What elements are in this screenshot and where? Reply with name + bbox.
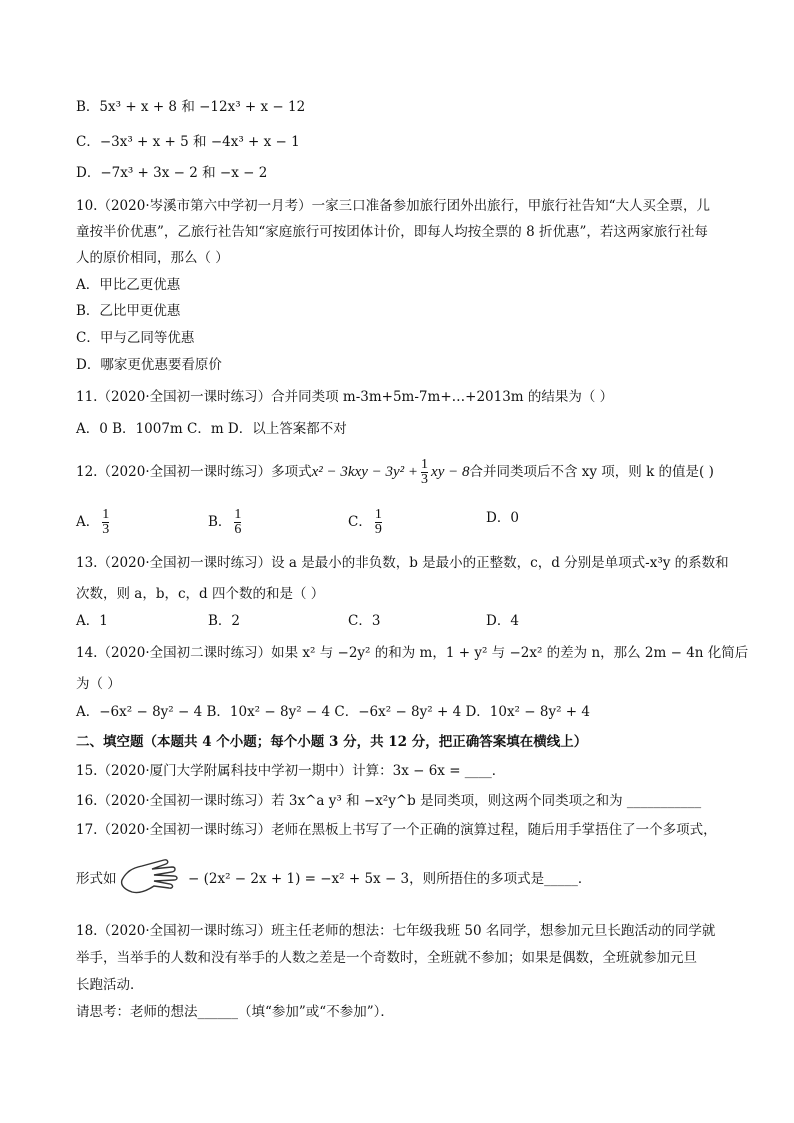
q10-option-c: C．甲与乙同等优惠 [76,330,195,346]
q16-question: 16.（2020·全国初一课时练习）若 3x^a y³ 和 −x²y^b 是同类项，则这两个同类项之和为 ___________ [76,793,702,809]
q18-line1: 18.（2020·全国初一课时练习）班主任老师的想法：七年级我班 50 名同学，想参加元旦长跑活动的同学就 [76,923,716,939]
q18-line2: 举手，当举手的人数和没有举手的人数之差是一个奇数时，全班就不参加；如果是偶数，全班就参加元旦 [76,950,697,966]
option-label: C． [348,514,372,530]
fraction-numerator: 1 [234,507,242,522]
q13-option-b: B．2 [208,613,241,629]
option-fraction [375,508,382,537]
q12-suffix: 合并同类项后不含 xy 项，则 k 的值是( ) [469,464,714,480]
q14-line1: 14.（2020·全国初二课时练习）如果 x² 与 −2y² 的和为 m，1 + y² 与 −2x² 的差为 n，那么 2m − 4n 化简后 [76,645,749,661]
hand-icon [118,852,180,898]
option-label: B． [208,514,232,530]
q10-line3: 人的原价相同，那么（ ） [76,250,229,266]
q13-line1: 13.（2020·全国初一课时练习）设 a 是最小的非负数，b 是最小的正整数，c，d 分别是单项式-x³y 的系数和 [76,555,729,571]
q12-option-a [76,508,112,537]
q12-option-b [208,508,244,537]
q14-options: A．−6x² − 8y² − 4 B．10x² − 8y² − 4 C．−6x² − 8y² + 4 D．10x² − 8y² + 4 [76,704,590,720]
q10-line2: 童按半价优惠”，乙旅行社告知“家庭旅行可按团体计价，即每人均按全票的 8 折优惠”，若这两家旅行社每 [76,224,708,240]
option-label: A． [76,514,100,530]
q12-expression-tail: xy − 8 [431,464,470,480]
q15-question: 15.（2020·厦门大学附属科技中学初一期中）计算：3x − 6x = ____． [76,763,506,779]
fraction-denominator: 3 [421,472,429,487]
fraction-denominator: 9 [374,522,382,537]
fraction-denominator: 3 [102,522,110,537]
q14-line2: 为（ ） [76,676,121,692]
q11-question: 11.（2020·全国初一课时练习）合并同类项 m-3m+5m-7m+…+2013m 的结果为（ ） [76,389,614,405]
fraction-numerator: 1 [102,507,110,522]
option-fraction [102,508,109,537]
q18-line3: 长跑活动． [76,977,144,993]
option-d: D．−7x³ + 3x − 2 和 −x − 2 [76,165,268,181]
fraction-denominator: 6 [234,522,242,537]
option-fraction [234,508,241,537]
q10-option-a: A．甲比乙更优惠 [76,277,181,293]
q11-options: A．0 B．1007m C．m D．以上答案都不对 [76,421,347,437]
section-heading: 二、填空题（本题共 4 个小题；每个小题 3 分，共 12 分，把正确答案填在横线上） [76,734,588,750]
q10-option-b: B．乙比甲更优惠 [76,303,181,319]
q12-prefix: 12.（2020·全国初一课时练习）多项式 [76,464,312,480]
q13-option-d: D．4 [486,613,519,629]
option-b: B．5x³ + x + 8 和 −12x³ + x − 12 [76,99,306,115]
q17-line1: 17.（2020·全国初一课时练习）老师在黑板上书写了一个正确的演算过程，随后用手掌捂住了一个多项式， [76,822,717,838]
q13-option-a: A．1 [76,613,108,629]
q12-expression: x² − 3kxy − 3y² + [311,464,419,480]
q12-question [76,458,714,487]
q17-equation: − (2x² − 2x + 1) = −x² + 5x − 3，则所捂住的多项式是_____． [188,871,592,887]
fraction-numerator: 1 [374,507,382,522]
q10-option-d: D．哪家更优惠要看原价 [76,357,222,373]
q10-line1: 10.（2020·岑溪市第六中学初一月考）一家三口准备参加旅行团外出旅行，甲旅行社告知“大人买全票，儿 [76,198,711,214]
option-c: C．−3x³ + x + 5 和 −4x³ + x − 1 [76,134,300,150]
q17-prefix: 形式如 [76,871,117,887]
q13-line2: 次数，则 a，b，c，d 四个数的和是（ ） [76,586,325,602]
q12-fraction [421,458,428,487]
q12-option-d: D．0 [486,510,519,526]
q18-line4: 请思考：老师的想法______（填“参加”或“不参加”）． [76,1004,394,1020]
fraction-numerator: 1 [421,457,429,472]
q13-option-c: C．3 [348,613,381,629]
q12-option-c [348,508,385,537]
